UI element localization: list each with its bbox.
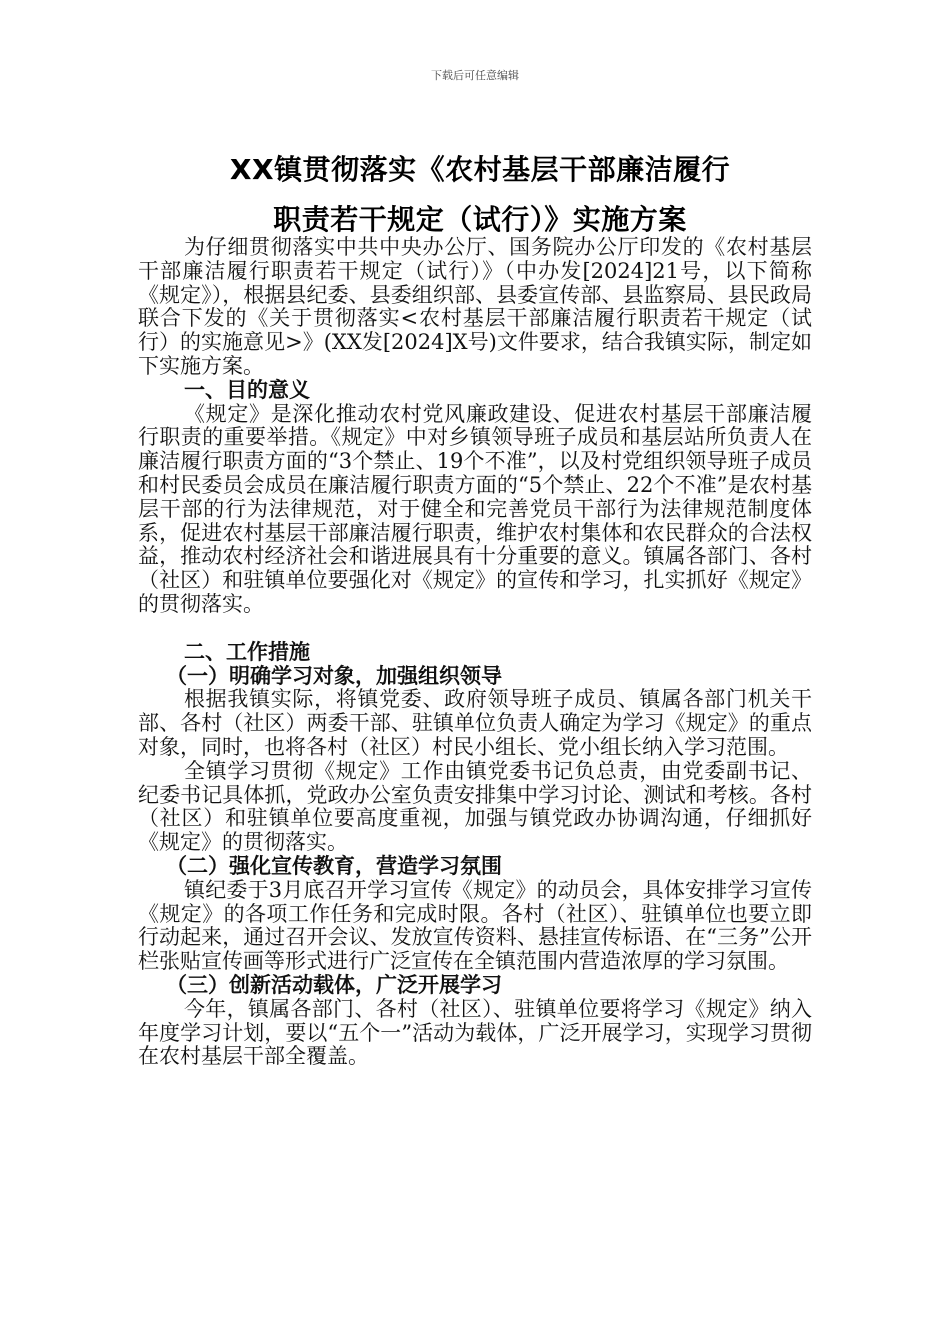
- subsection2-paragraph1: 镇纪委于3月底召开学习宣传《规定》的动员会，具体安排学习宣传《规定》的各项工作任务和完成时限。各村（社区）、驻镇单位也要立即行动起来，通过召开会议、发放宣传资料、悬挂宣传标语、在“三务”公开栏张贴宣传画等形式进行广泛宣传在全镇范围内营造浓厚的学习氛围。: [138, 877, 812, 974]
- subsection1-paragraph2: 全镇学习贯彻《规定》工作由镇党委书记负总责，由党委副书记、纪委书记具体抓，党政办公室负责安排集中学习讨论、测试和考核。各村（社区）和驻镇单位要高度重视，加强与镇党政办协调沟通，仔细抓好《规定》的贯彻落实。: [138, 758, 812, 855]
- section1-paragraph: 《规定》是深化推动农村党风廉政建设、促进农村基层干部廉洁履行职责的重要举措。《规定》中对乡镇领导班子成员和基层站所负责人在廉洁履行职责方面的“3个禁止、19个不准”，以及村党组织领导班子成员和村民委员会成员在廉洁履行职责方面的“5个禁止、22个不准”是农村基层干部的行为法律规范，对于健全和完善党员干部行为法律规范制度体系，促进农村基层干部廉洁履行职责，维护农村集体和农民群众的合法权益，推动农村经济社会和谐进展具有十分重要的意义。镇属各部门、各村（社区）和驻镇单位要强化对《规定》的宣传和学习，扎实抓好《规定》的贯彻落实。: [138, 401, 812, 616]
- document-body: [138, 236, 812, 1069]
- intro-paragraph: 为仔细贯彻落实中共中央办公厅、国务院办公厅印发的《农村基层干部廉洁履行职责若干规定（试行）》（中办发[2024]21号，以下简称《规定》），根据县纪委、县委组织部、县委宣传部、县监察局、县民政局联合下发的《关于贯彻落实<农村基层干部廉洁履行职责若干规定（试行）的实施意见>》(XX发[2024]X号)文件要求，结合我镇实际，制定如下实施方案。: [138, 235, 812, 378]
- subsection1-paragraph1: 根据我镇实际，将镇党委、政府领导班子成员、镇属各部门机关干部、各村（社区）两委干部、驻镇单位负责人确定为学习《规定》的重点对象，同时，也将各村（社区）村民小组长、党小组长纳入学习范围。: [138, 687, 812, 759]
- section-spacer: [138, 617, 812, 641]
- subsection2-heading: （二）强化宣传教育，营造学习氛围: [166, 853, 502, 878]
- subsection1-heading: （一）明确学习对象，加强组织领导: [166, 663, 502, 688]
- document-title-line2: 职责若干规定（试行）》实施方案: [273, 203, 687, 236]
- document-title-line1: XX镇贯彻落实《农村基层干部廉洁履行: [229, 153, 731, 186]
- header-note: 下载后可任意编辑: [431, 69, 519, 82]
- subsection3-heading: （三）创新活动载体，广泛开展学习: [166, 972, 502, 997]
- section1-heading: 一、目的意义: [184, 377, 310, 402]
- subsection3-paragraph1: 今年，镇属各部门、各村（社区）、驻镇单位要将学习《规定》纳入年度学习计划，要以“五个一”活动为载体，广泛开展学习，实现学习贯彻在农村基层干部全覆盖。: [138, 996, 812, 1069]
- section2-heading: 二、工作措施: [184, 639, 310, 664]
